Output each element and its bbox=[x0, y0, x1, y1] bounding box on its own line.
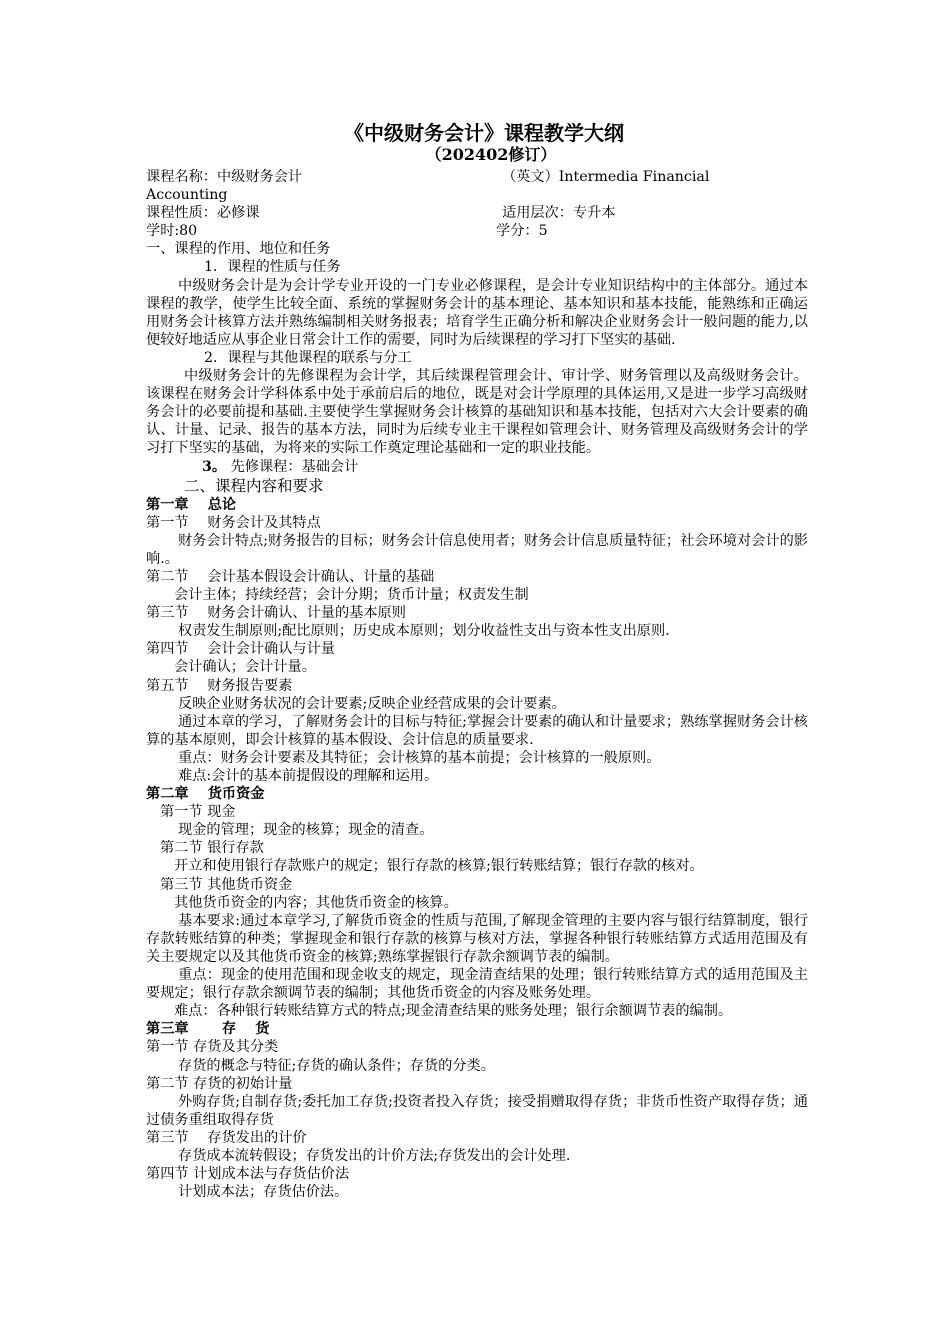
section1-paragraph2: 中级财务会计的先修课程为会计学，其后续课程管理会计、审计学、财务管理以及高级财务会计。该课程在财务会计学科体系中处于承前启后的地位，既是对会计学原理的具体运用,又是进一步学习高级财务会计的必要前提和基础.主要使学生掌握财务会计核算的基础知识和基本技能，包括对六大会计要素的确认、计量、记录、报告的基本方法，同时为后续专业主干课程如管理会计、财务管理及高级财务会计的学习打下坚实的基础，为将来的实际工作奠定理论基础和一定的职业技能。 bbox=[146, 368, 808, 457]
document-page bbox=[146, 120, 808, 1201]
chapter3-section4-text: 计划成本法；存货估价法。 bbox=[178, 1184, 349, 1201]
chapter3-title: 第三章 存 货 bbox=[146, 1021, 270, 1038]
section1-heading: 一、课程的作用、地位和任务 bbox=[146, 241, 331, 258]
chapter3-section3: 第三节 存货发出的计价 bbox=[146, 1129, 307, 1146]
course-nature: 课程性质：必修课 bbox=[146, 205, 260, 222]
chapter1-requirements: 通过本章的学习，了解财务会计的目标与特征;掌握会计要素的确认和计量要求；熟练掌握财务会计核算的基本原则，即会计核算的基本假设、会计信息的质量要求. bbox=[146, 713, 808, 748]
chapter2-requirements: 基本要求:通过本章学习,了解货币资金的性质与范围,了解现金管理的主要内容与银行结算制度，银行存款转账结算的种类；掌握现金和银行存款的核算与核对方法，掌握各种银行转账结算方式适用范围及有关主要规定以及其他货币资金的核算;熟练掌握银行存款余额调节表的编制。 bbox=[146, 912, 808, 965]
chapter1-section1: 第一节 财务会计及其特点 bbox=[146, 514, 321, 531]
section1-sub1: 1．课程的性质与任务 bbox=[204, 259, 341, 276]
chapter3-section3-text: 存货成本流转假设；存货发出的计价方法;存货发出的会计处理. bbox=[178, 1147, 571, 1164]
document-subtitle: （202402修订） bbox=[425, 145, 557, 164]
course-credits: 学分：5 bbox=[496, 223, 548, 240]
chapter3-section2: 第二节 存货的初始计量 bbox=[146, 1075, 293, 1092]
chapter1-section1-text: 财务会计特点;财务报告的目标；财务会计信息使用者；财务会计信息质量特征；社会环境对会计的影响.。 bbox=[146, 532, 808, 567]
chapter3-section2-text: 外购存货;自制存货;委托加工存货;投资者投入存货；接受捐赠取得存货；非货币性资产取得存货；通过债务重组取得存货 bbox=[146, 1093, 808, 1128]
course-name: 课程名称：中级财务会计 bbox=[146, 169, 303, 185]
chapter1-section3: 第三节 财务会计确认、计量的基本原则 bbox=[146, 605, 406, 622]
section1-sub3 bbox=[146, 458, 808, 476]
chapter1-key-points: 重点：财务会计要素及其特征；会计核算的基本前提；会计核算的一般原则。 bbox=[178, 749, 661, 766]
chapter3-section4: 第四节 计划成本法与存货估价法 bbox=[146, 1166, 350, 1183]
english-name-cont: Accounting bbox=[146, 187, 228, 204]
chapter1-section3-text: 权责发生制原则;配比原则；历史成本原则；划分收益性支出与资本性支出原则. bbox=[178, 623, 670, 640]
chapter1-section5-text: 反映企业财务状况的会计要素;反映企业经营成果的会计要素。 bbox=[178, 695, 566, 712]
course-level: 适用层次：专升本 bbox=[502, 205, 616, 222]
chapter1-difficulties: 难点:会计的基本前提假设的理解和运用。 bbox=[178, 768, 439, 784]
section1-sub2: 2．课程与其他课程的联系与分工 bbox=[204, 349, 412, 366]
meta-row-name bbox=[146, 168, 808, 186]
chapter3-section1-text: 存货的概念与特征;存货的确认条件；存货的分类。 bbox=[178, 1057, 495, 1074]
chapter2-section2: 第二节 银行存款 bbox=[160, 840, 264, 857]
section1-sub3-text: 先修课程：基础会计 bbox=[226, 458, 359, 475]
chapter2-difficulties: 难点：各种银行转账结算方式的特点;现金清查结果的账务处理；银行余额调节表的编制。 bbox=[174, 1003, 733, 1020]
chapter1-section5: 第五节 财务报告要素 bbox=[146, 677, 293, 694]
chapter3-section1: 第一节 存货及其分类 bbox=[146, 1039, 279, 1056]
chapter1-title: 第一章 总论 bbox=[146, 496, 237, 513]
chapter2-section3: 第三节 其他货币资金 bbox=[160, 876, 293, 893]
english-name: （英文）Intermedia Financial bbox=[502, 169, 710, 185]
chapter2-key-points: 重点：现金的使用范围和现金收支的规定，现金清查结果的处理；银行转账结算方式的适用范围及主要规定；银行存款余额调节表的编制；其他货币资金的内容及账务处理。 bbox=[146, 967, 808, 1002]
document-title: 《中级财务会计》课程教学大纲 bbox=[344, 121, 624, 145]
course-hours: 学时:80 bbox=[146, 223, 198, 240]
chapter2-section3-text: 其他货币资金的内容；其他货币资金的核算。 bbox=[174, 894, 458, 911]
chapter2-section2-text: 开立和使用银行存款账户的规定；银行存款的核算;银行转账结算；银行存款的核对。 bbox=[174, 858, 704, 875]
chapter1-section4-text: 会计确认；会计计量。 bbox=[174, 659, 316, 676]
chapter1-section4: 第四节 会计会计确认与计量 bbox=[146, 641, 335, 658]
chapter1-section2-text: 会计主体；持续经营；会计分期；货币计量；权责发生制 bbox=[174, 587, 529, 604]
chapter2-section1: 第一节 现金 bbox=[160, 804, 236, 821]
chapter2-section1-text: 现金的管理；现金的核算；现金的清查。 bbox=[178, 822, 434, 839]
chapter2-title: 第二章 货币资金 bbox=[146, 786, 265, 803]
meta-row-nature bbox=[146, 204, 808, 222]
section1-paragraph1: 中级财务会计是为会计学专业开设的一门专业必修课程，是会计专业知识结构中的主体部分。通过本课程的教学，使学生比较全面、系统的掌握财务会计的基本理论、基本知识和基本技能，能熟练和正确运用财务会计核算方法并熟练编制相关财务报表；培育学生正确分析和解决企业财务会计一般问题的能力,以便较好地适应从事企业日常会计工作的需要，同时为后续课程的学习打下坚实的基础. bbox=[146, 277, 808, 348]
chapter1-section2: 第二节 会计基本假设会计确认、计量的基础 bbox=[146, 568, 435, 585]
section2-heading: 二、课程内容和要求 bbox=[184, 476, 324, 495]
meta-row-hours bbox=[146, 222, 808, 240]
section1-sub3-number: 3。 bbox=[202, 458, 227, 475]
